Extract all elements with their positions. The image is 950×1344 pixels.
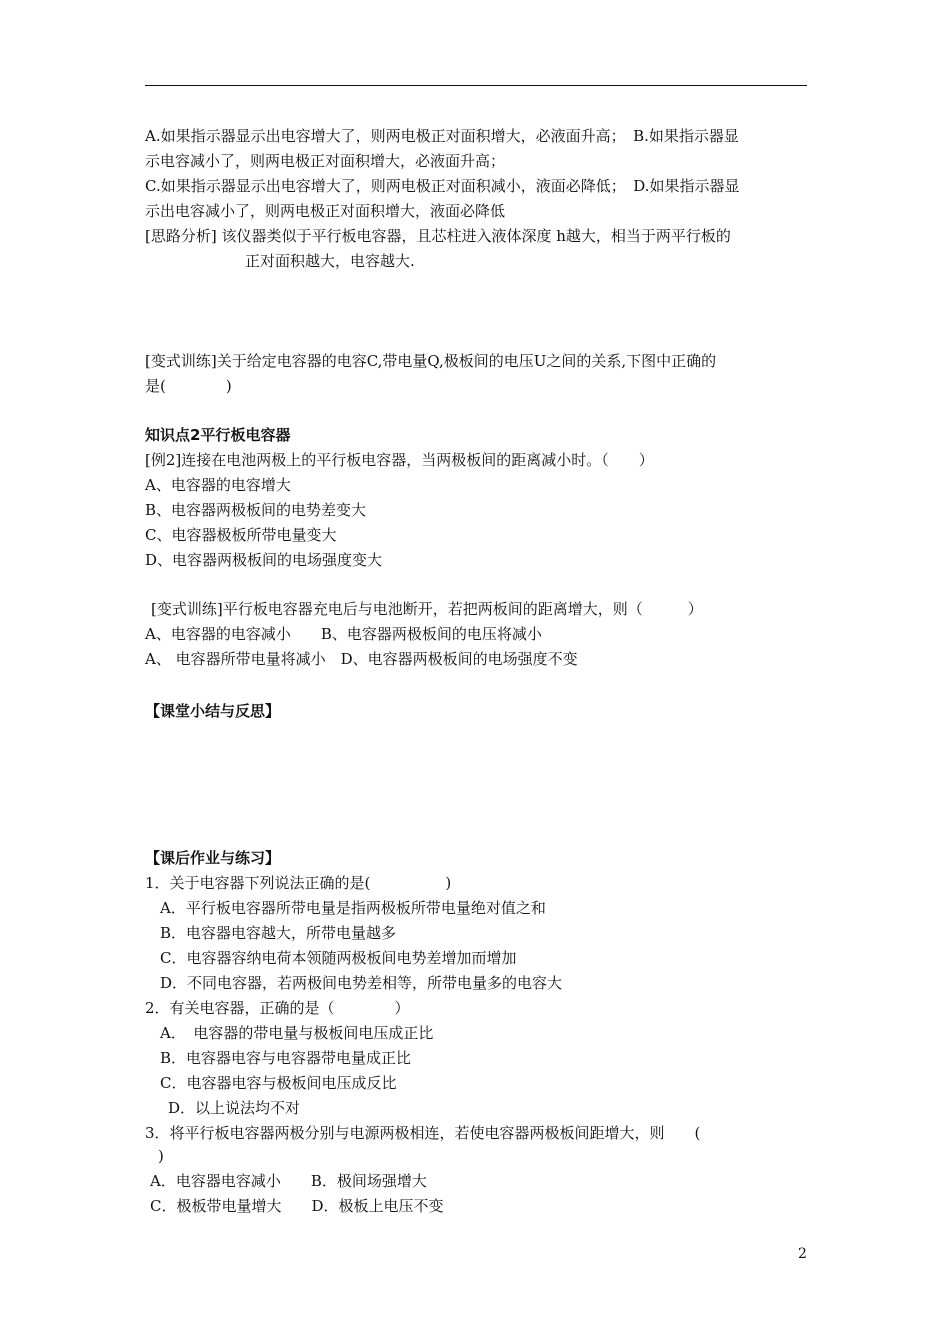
text-line: B．电容器电容与电容器带电量成正比 — [160, 1049, 412, 1067]
text-line: C．电容器电容与极板间电压成反比 — [160, 1074, 397, 1092]
text-line: [变式训练]平行板电容器充电后与电池断开，若把两板间的距离增大，则（ ） — [151, 600, 703, 618]
text-line: 示出电容减小了，则两电极正对面积增大，液面必降低 — [145, 202, 506, 220]
text-line: A、 电容器所带电量将减小 D、电容器两极板间的电场强度不变 — [145, 650, 578, 668]
text-line: 正对面积越大，电容越大. — [245, 252, 415, 270]
page-number: 2 — [798, 1246, 807, 1262]
text-line: B．电容器电容越大，所带电量越多 — [160, 924, 397, 942]
text-line: [变式训练]关于给定电容器的电容C,带电量Q,极板间的电压U之间的关系,下图中正确的 — [145, 352, 717, 370]
text-line: ) — [158, 1147, 164, 1165]
text-line: D．不同电容器，若两极间电势差相等，所带电量多的电容大 — [160, 974, 563, 992]
text-line: A.如果指示器显示出电容增大了，则两电极正对面积增大，必液面升高； B.如果指示器显 — [145, 127, 739, 145]
text-line: [思路分析] 该仪器类似于平行板电容器，且芯柱进入液体深度 h越大，相当于两平行板的 — [145, 227, 731, 245]
text-line: C．极板带电量增大 D．极板上电压不变 — [150, 1197, 444, 1215]
text-line: C、电容器极板所带电量变大 — [145, 526, 337, 544]
section-heading: 【课堂小结与反思】 — [145, 702, 281, 720]
section-heading: 【课后作业与练习】 — [145, 849, 281, 867]
text-line: A．电容器电容减小 B．极间场强增大 — [150, 1172, 427, 1190]
header-rule — [145, 85, 807, 86]
text-line: [例2]连接在电池两极上的平行板电容器，当两极板间的距离减小时。（ ） — [145, 451, 654, 469]
text-line: D、电容器两极板间的电场强度变大 — [145, 551, 383, 569]
text-line: 1．关于电容器下列说法正确的是( ) — [145, 874, 452, 892]
text-line: D．以上说法均不对 — [168, 1099, 301, 1117]
text-line: A．平行板电容器所带电量是指两极板所带电量绝对值之和 — [160, 899, 546, 917]
text-line: A． 电容器的带电量与极板间电压成正比 — [160, 1024, 434, 1042]
text-line: 3．将平行板电容器两极分别与电源两极相连，若使电容器两极板间距增大，则 ( — [145, 1124, 701, 1142]
text-line: 示电容减小了，则两电极正对面积增大，必液面升高； — [145, 152, 506, 170]
text-line: C.如果指示器显示出电容增大了，则两电极正对面积减小，液面必降低； D.如果指示器显 — [145, 177, 740, 195]
text-line: A、电容器的电容减小 B、电容器两极板间的电压将减小 — [145, 625, 542, 643]
section-heading: 知识点2平行板电容器 — [145, 426, 291, 444]
text-line: A、电容器的电容增大 — [145, 476, 291, 494]
text-line: B、电容器两极板间的电势差变大 — [145, 501, 367, 519]
text-line: 2．有关电容器，正确的是（ ） — [145, 999, 410, 1017]
text-line: C．电容器容纳电荷本领随两极板间电势差增加而增加 — [160, 949, 517, 967]
text-line: 是( ) — [145, 377, 232, 395]
